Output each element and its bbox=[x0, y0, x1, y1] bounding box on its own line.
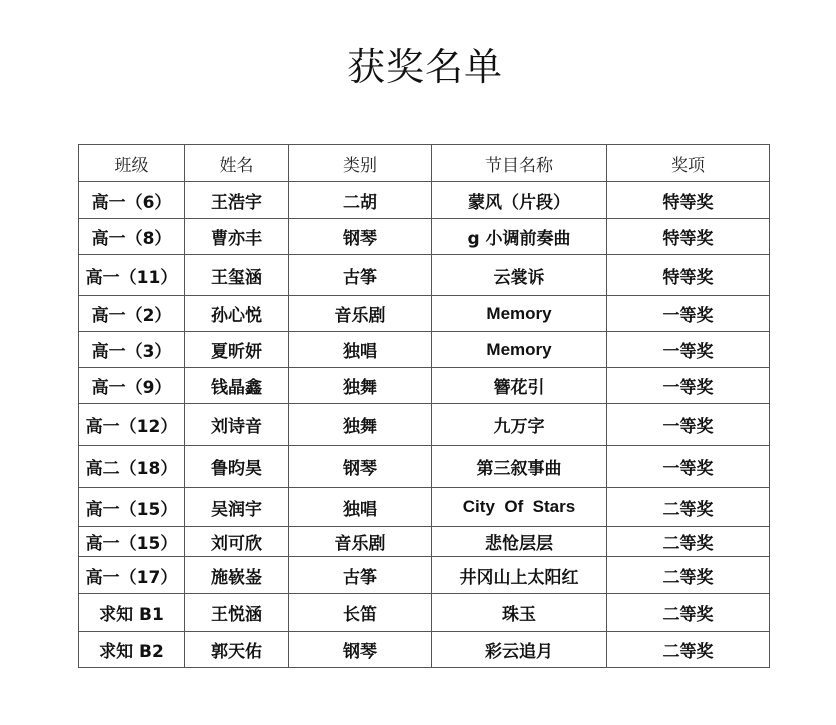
cell-program: 云裳诉 bbox=[432, 255, 607, 296]
cell-category: 独舞 bbox=[289, 404, 432, 446]
header-award: 奖项 bbox=[607, 145, 770, 182]
cell-award: 二等奖 bbox=[607, 632, 770, 668]
cell-name: 王玺涵 bbox=[185, 255, 289, 296]
cell-class: 高一（6） bbox=[79, 182, 185, 219]
header-class: 班级 bbox=[79, 145, 185, 182]
table-row bbox=[79, 488, 770, 527]
cell-program: Memory bbox=[432, 332, 607, 368]
cell-name: 施嵚崟 bbox=[185, 557, 289, 594]
cell-category: 独唱 bbox=[289, 332, 432, 368]
document-title: 获奖名单 bbox=[346, 45, 503, 89]
cell-program: 珠玉 bbox=[432, 594, 607, 632]
cell-program: City Of Stars bbox=[432, 488, 607, 527]
header-category: 类别 bbox=[289, 145, 432, 182]
cell-name: 曹亦丰 bbox=[185, 219, 289, 255]
cell-class: 高一（8） bbox=[79, 219, 185, 255]
cell-class: 高一（2） bbox=[79, 296, 185, 332]
cell-award: 二等奖 bbox=[607, 557, 770, 594]
table-row bbox=[79, 632, 770, 668]
table-row bbox=[79, 404, 770, 446]
cell-name: 王悦涵 bbox=[185, 594, 289, 632]
cell-class: 求知 B1 bbox=[79, 594, 185, 632]
cell-award: 二等奖 bbox=[607, 488, 770, 527]
cell-class: 求知 B2 bbox=[79, 632, 185, 668]
cell-program: 第三叙事曲 bbox=[432, 446, 607, 488]
cell-award: 一等奖 bbox=[607, 332, 770, 368]
cell-class: 高一（9） bbox=[79, 368, 185, 404]
cell-name: 夏昕妍 bbox=[185, 332, 289, 368]
cell-name: 吴润宇 bbox=[185, 488, 289, 527]
table-row bbox=[79, 296, 770, 332]
cell-category: 钢琴 bbox=[289, 219, 432, 255]
cell-category: 音乐剧 bbox=[289, 527, 432, 557]
cell-award: 一等奖 bbox=[607, 296, 770, 332]
cell-category: 钢琴 bbox=[289, 632, 432, 668]
cell-class: 高一（3） bbox=[79, 332, 185, 368]
header-program: 节目名称 bbox=[432, 145, 607, 182]
cell-name: 刘可欣 bbox=[185, 527, 289, 557]
cell-class: 高一（17） bbox=[79, 557, 185, 594]
cell-award: 一等奖 bbox=[607, 368, 770, 404]
table-row bbox=[79, 182, 770, 219]
table-row bbox=[79, 219, 770, 255]
table-row bbox=[79, 527, 770, 557]
cell-award: 二等奖 bbox=[607, 527, 770, 557]
table-row bbox=[79, 594, 770, 632]
cell-program: 簪花引 bbox=[432, 368, 607, 404]
cell-class: 高一（15） bbox=[79, 488, 185, 527]
cell-name: 郭天佑 bbox=[185, 632, 289, 668]
table-row bbox=[79, 255, 770, 296]
cell-award: 一等奖 bbox=[607, 446, 770, 488]
cell-name: 刘诗音 bbox=[185, 404, 289, 446]
table-row bbox=[79, 332, 770, 368]
cell-category: 独唱 bbox=[289, 488, 432, 527]
cell-category: 二胡 bbox=[289, 182, 432, 219]
cell-name: 鲁昀昊 bbox=[185, 446, 289, 488]
cell-name: 孙心悦 bbox=[185, 296, 289, 332]
cell-award: 二等奖 bbox=[607, 594, 770, 632]
cell-program: 悲怆层层 bbox=[432, 527, 607, 557]
cell-program: 井冈山上太阳红 bbox=[432, 557, 607, 594]
cell-award: 一等奖 bbox=[607, 404, 770, 446]
cell-program: g 小调前奏曲 bbox=[432, 219, 607, 255]
cell-category: 古筝 bbox=[289, 557, 432, 594]
table-header-row bbox=[79, 145, 770, 182]
cell-name: 钱晶鑫 bbox=[185, 368, 289, 404]
cell-program: 蒙风（片段） bbox=[432, 182, 607, 219]
table-row bbox=[79, 557, 770, 594]
cell-award: 特等奖 bbox=[607, 255, 770, 296]
cell-category: 音乐剧 bbox=[289, 296, 432, 332]
cell-class: 高一（11） bbox=[79, 255, 185, 296]
cell-program: 九万字 bbox=[432, 404, 607, 446]
table-row bbox=[79, 446, 770, 488]
cell-award: 特等奖 bbox=[607, 219, 770, 255]
cell-category: 钢琴 bbox=[289, 446, 432, 488]
header-name: 姓名 bbox=[185, 145, 289, 182]
cell-class: 高一（12） bbox=[79, 404, 185, 446]
cell-award: 特等奖 bbox=[607, 182, 770, 219]
cell-class: 高二（18） bbox=[79, 446, 185, 488]
cell-category: 独舞 bbox=[289, 368, 432, 404]
cell-program: Memory bbox=[432, 296, 607, 332]
cell-category: 古筝 bbox=[289, 255, 432, 296]
award-table bbox=[78, 144, 770, 668]
cell-program: 彩云追月 bbox=[432, 632, 607, 668]
cell-category: 长笛 bbox=[289, 594, 432, 632]
cell-class: 高一（15） bbox=[79, 527, 185, 557]
cell-name: 王浩宇 bbox=[185, 182, 289, 219]
table-row bbox=[79, 368, 770, 404]
